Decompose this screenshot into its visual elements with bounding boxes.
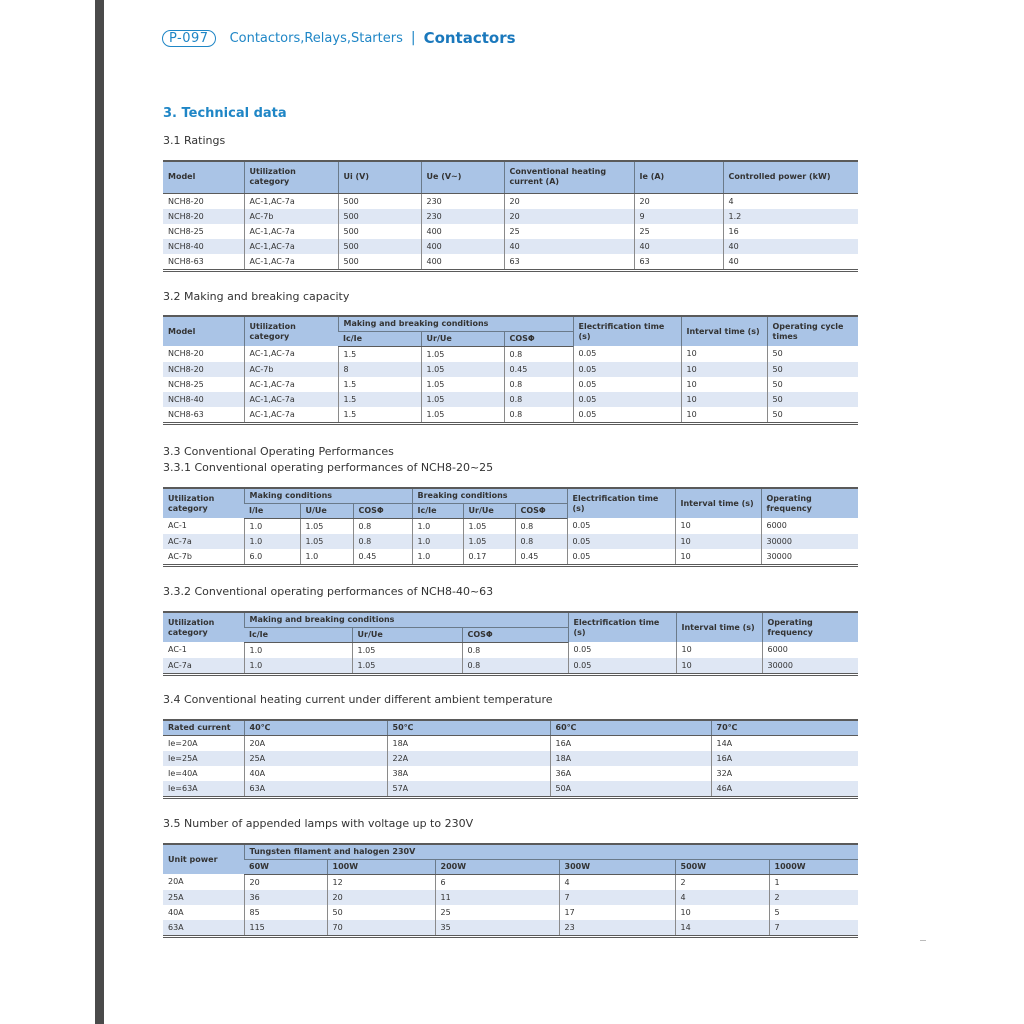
table-cell: 0.8 [462, 642, 568, 658]
table-cell: 35 [435, 920, 559, 937]
table-row [163, 890, 858, 905]
col-header: Interval time (s) [675, 488, 761, 518]
table-cell: NCH8-20 [168, 349, 204, 359]
table-cell: 14A [711, 735, 858, 751]
table-cell: AC-1 [168, 645, 187, 655]
col-header: 60W [244, 859, 327, 874]
table-cell: 1.05 [300, 534, 353, 549]
col-header: Ie (A) [634, 161, 723, 193]
table-cell: 500 [338, 239, 421, 254]
table-cell: 10 [681, 377, 767, 392]
table-cell: 230 [421, 209, 504, 224]
table-cell: 0.05 [573, 346, 681, 362]
table-cell: 14 [675, 920, 769, 937]
table-cell: 1.0 [244, 658, 352, 675]
table-cell: 7 [769, 920, 858, 937]
table-cell: 4 [559, 874, 675, 890]
table-cell: 1.05 [463, 518, 515, 534]
table-cell: 63A [163, 920, 244, 937]
table-cell: 6 [435, 874, 559, 890]
table-cell: 25A [244, 751, 387, 766]
table-cell: 1.0 [412, 534, 463, 549]
table-cell: 0.05 [573, 377, 681, 392]
table-cell: 1.2 [723, 209, 858, 224]
col-header: Utilization category [244, 316, 338, 346]
table-cell: 46A [711, 781, 858, 798]
table-cell: 38A [387, 766, 550, 781]
table-cell: 8 [338, 362, 421, 377]
table-cell: 1.05 [421, 362, 504, 377]
table-cell: 0.05 [573, 392, 681, 407]
table-cell: 0.8 [504, 392, 573, 407]
table-cell: 10 [681, 407, 767, 424]
table-cell: 1.5 [338, 392, 421, 407]
col-header: Electrification time (s) [568, 612, 676, 642]
table-cell: 20 [327, 890, 435, 905]
table-cell: 50A [550, 781, 711, 798]
table-cell: 10 [675, 905, 769, 920]
col-header: Ic/Ie [412, 503, 463, 518]
table-cell: 40 [634, 239, 723, 254]
table-cell: 40 [723, 254, 858, 271]
table-cell: 25 [435, 905, 559, 920]
table-cell: 0.05 [573, 362, 681, 377]
table-cell: 23 [559, 920, 675, 937]
col-header: Electrification time (s) [573, 316, 681, 346]
table-cell: 16A [550, 735, 711, 751]
col-header: Unit power [163, 844, 244, 874]
table-cell: 0.05 [567, 534, 675, 549]
table-cell: 0.8 [515, 518, 567, 534]
table-cell: 63A [244, 781, 387, 798]
table-cell: 0.8 [504, 377, 573, 392]
table-cell: 1.05 [300, 518, 353, 534]
table-cell: 16A [711, 751, 858, 766]
col-header: Ic/Ie [244, 627, 352, 642]
edge-mark [920, 940, 926, 941]
col-header: COSΦ [353, 503, 412, 518]
table-cell: 16 [723, 224, 858, 239]
table-cell: AC-1,AC-7a [244, 407, 338, 424]
table-row [163, 781, 858, 798]
table-cell: 30000 [761, 549, 858, 566]
group-header: Making and breaking conditions [244, 612, 568, 627]
table-cell: 10 [681, 346, 767, 362]
table-cell: NCH8-25 [168, 379, 204, 389]
table-cell: 32A [711, 766, 858, 781]
table-cell: 1.0 [412, 518, 463, 534]
table-cell: 30000 [761, 534, 858, 549]
operating-t2-table [163, 611, 858, 676]
operating-heading: 3.3 Conventional Operating Performances [163, 445, 394, 458]
table-cell: 30000 [762, 658, 858, 675]
table-cell: 1.05 [463, 534, 515, 549]
table-cell: 1.05 [421, 392, 504, 407]
table-cell: 1 [769, 874, 858, 890]
table-cell: 20 [504, 209, 634, 224]
col-header: Ue (V~) [421, 161, 504, 193]
col-header: Conventional heating current (A) [504, 161, 634, 193]
col-header: 40℃ [244, 720, 387, 735]
table-cell: 500 [338, 209, 421, 224]
table-cell: 0.05 [568, 642, 676, 658]
group-header: Making conditions [244, 488, 412, 503]
table-cell: 12 [327, 874, 435, 890]
table-cell: 7 [559, 890, 675, 905]
col-header: COSΦ [504, 331, 573, 346]
table-row [163, 362, 858, 377]
table-cell: 10 [675, 518, 761, 534]
table-cell: 1.5 [338, 346, 421, 362]
table-row [163, 518, 858, 534]
table-row [163, 407, 858, 424]
table-row [163, 874, 858, 890]
table-cell: 400 [421, 254, 504, 271]
table-cell: Ie=63A [163, 781, 244, 798]
table-cell: 36A [550, 766, 711, 781]
table-cell: 50 [767, 346, 858, 362]
table-cell: AC-1 [168, 521, 187, 531]
col-header: Ui (V) [338, 161, 421, 193]
table-cell: 25 [504, 224, 634, 239]
table-cell: 1.05 [352, 642, 462, 658]
table-row [163, 920, 858, 937]
col-header: Operating frequency [761, 488, 858, 518]
table-cell: 1.0 [244, 534, 300, 549]
table-cell: AC-7b [244, 209, 338, 224]
table-cell: 10 [675, 549, 761, 566]
table-cell: Ie=20A [168, 738, 198, 748]
group-header: Breaking conditions [412, 488, 567, 503]
table-cell: 0.8 [353, 534, 412, 549]
table-cell: 2 [675, 874, 769, 890]
col-header: Model [163, 316, 244, 346]
table-cell: 18A [387, 735, 550, 751]
table-cell: 230 [421, 193, 504, 209]
lamps-table [163, 843, 858, 938]
col-header: Ic/Ie [338, 331, 421, 346]
table-cell: NCH8-40 [163, 392, 244, 407]
col-header: Utilization category [244, 161, 338, 193]
table-cell: AC-1,AC-7a [244, 239, 338, 254]
table-cell: 10 [681, 362, 767, 377]
table-cell: 40 [723, 239, 858, 254]
table-row [163, 254, 858, 271]
table-row [163, 239, 858, 254]
making-table [163, 315, 858, 425]
col-header: Interval time (s) [676, 612, 762, 642]
table-cell: 40A [244, 766, 387, 781]
table-cell: 1.0 [412, 549, 463, 566]
col-header: Operating frequency [762, 612, 858, 642]
table-cell: AC-1,AC-7a [244, 193, 338, 209]
table-cell: 0.05 [567, 518, 675, 534]
table-cell: 0.8 [515, 534, 567, 549]
col-header: 200W [435, 859, 559, 874]
page-code-badge: P-097 [162, 30, 216, 47]
table-row [163, 193, 858, 209]
table-cell: 0.45 [515, 549, 567, 566]
table-cell: NCH8-20 [163, 209, 244, 224]
table-cell: 2 [769, 890, 858, 905]
table-cell: 20 [504, 193, 634, 209]
operating-t1-table [163, 487, 858, 567]
table-cell: NCH8-25 [168, 226, 204, 236]
table-cell: 0.45 [353, 549, 412, 566]
table-cell: 0.05 [567, 549, 675, 566]
col-header: 50℃ [387, 720, 550, 735]
table-cell: 50 [767, 377, 858, 392]
lamps-heading: 3.5 Number of appended lamps with voltage up to 230V [163, 817, 474, 830]
table-cell: 85 [244, 905, 327, 920]
table-cell: 10 [676, 642, 762, 658]
col-header: 500W [675, 859, 769, 874]
col-header: 60℃ [550, 720, 711, 735]
table-cell: 20 [634, 193, 723, 209]
table-cell: 0.45 [504, 362, 573, 377]
page-title: 3. Technical data [163, 106, 287, 121]
table-cell: 500 [338, 224, 421, 239]
table-row [163, 224, 858, 239]
table-cell: NCH8-20 [163, 362, 244, 377]
table-cell: Ie=40A [168, 768, 198, 778]
col-header: Utilization category [163, 612, 244, 642]
table-cell: 4 [675, 890, 769, 905]
table-cell: NCH8-20 [168, 196, 204, 206]
page-header [162, 28, 516, 48]
table-cell: 0.8 [353, 518, 412, 534]
table-cell: 0.05 [573, 407, 681, 424]
table-cell: 18A [550, 751, 711, 766]
heating-table [163, 719, 858, 799]
table-row [163, 658, 858, 675]
col-header: Ur/Ue [421, 331, 504, 346]
table-cell: NCH8-63 [168, 409, 204, 419]
table-cell: 6000 [761, 518, 858, 534]
table-cell: AC-7b [244, 362, 338, 377]
col-header: Ur/Ue [352, 627, 462, 642]
col-header: 100W [327, 859, 435, 874]
table-cell: 50 [767, 392, 858, 407]
table-row [163, 751, 858, 766]
col-header: I/Ie [244, 503, 300, 518]
table-cell: 50 [767, 407, 858, 424]
table-cell: 6.0 [244, 549, 300, 566]
breadcrumb: Contactors,Relays,Starters [229, 30, 403, 46]
table-cell: 11 [435, 890, 559, 905]
table-cell: 5 [769, 905, 858, 920]
group-header: Making and breaking conditions [338, 316, 573, 331]
table-cell: 63 [634, 254, 723, 271]
table-cell: AC-7a [163, 534, 244, 549]
table-cell: 20A [168, 877, 184, 887]
table-cell: 10 [676, 658, 762, 675]
table-cell: 40 [504, 239, 634, 254]
table-cell: 1.05 [352, 658, 462, 675]
table-cell: 0.8 [462, 658, 568, 675]
table-row [163, 392, 858, 407]
table-cell: 400 [421, 224, 504, 239]
table-cell: 0.17 [463, 549, 515, 566]
col-header: Ur/Ue [463, 503, 515, 518]
table-cell: 25A [163, 890, 244, 905]
col-header: Utilization category [163, 488, 244, 518]
operating-t2-heading: 3.3.2 Conventional operating performances of NCH8-40~63 [163, 585, 494, 598]
col-header: U/Ue [300, 503, 353, 518]
table-row [163, 735, 858, 751]
table-cell: 400 [421, 239, 504, 254]
table-row [163, 377, 858, 392]
table-cell: 10 [681, 392, 767, 407]
table-cell: 6000 [762, 642, 858, 658]
breadcrumb-separator: | [410, 30, 416, 46]
table-cell: 57A [387, 781, 550, 798]
ratings-heading: 3.1 Ratings [163, 134, 226, 147]
table-cell: 1.0 [300, 549, 353, 566]
table-row [163, 534, 858, 549]
table-row [163, 346, 858, 362]
table-cell: 36 [244, 890, 327, 905]
table-cell: 22A [387, 751, 550, 766]
table-cell: 10 [675, 534, 761, 549]
table-cell: 1.05 [421, 377, 504, 392]
table-cell: 1.5 [338, 407, 421, 424]
col-header: Electrification time (s) [567, 488, 675, 518]
table-cell: 50 [767, 362, 858, 377]
table-cell: AC-1,AC-7a [244, 346, 338, 362]
table-cell: 1.0 [244, 642, 352, 658]
table-cell: 9 [634, 209, 723, 224]
table-cell: 0.8 [504, 346, 573, 362]
table-cell: Ie=25A [163, 751, 244, 766]
table-cell: 20A [244, 735, 387, 751]
col-header: 300W [559, 859, 675, 874]
col-header: 70℃ [711, 720, 858, 735]
table-cell: 500 [338, 254, 421, 271]
making-heading: 3.2 Making and breaking capacity [163, 290, 350, 303]
table-cell: AC-7b [168, 551, 192, 561]
table-row [163, 549, 858, 566]
table-cell: 17 [559, 905, 675, 920]
left-edge-bar [95, 0, 104, 1024]
table-cell: AC-1,AC-7a [244, 377, 338, 392]
table-cell: 0.05 [568, 658, 676, 675]
col-header: COSΦ [462, 627, 568, 642]
table-row [163, 905, 858, 920]
heating-heading: 3.4 Conventional heating current under different ambient temperature [163, 693, 553, 706]
table-cell: AC-1,AC-7a [244, 224, 338, 239]
table-cell: 500 [338, 193, 421, 209]
col-header: COSΦ [515, 503, 567, 518]
table-cell: 1.5 [338, 377, 421, 392]
col-header: Controlled power (kW) [723, 161, 858, 193]
table-cell: 25 [634, 224, 723, 239]
section-title: Contactors [423, 29, 516, 47]
table-cell: 40A [168, 907, 184, 917]
table-cell: 50 [327, 905, 435, 920]
col-header: Interval time (s) [681, 316, 767, 346]
col-header: Model [163, 161, 244, 193]
table-cell: 1.05 [421, 346, 504, 362]
col-header: 1000W [769, 859, 858, 874]
col-header: Operating cycle times [767, 316, 858, 346]
table-cell: 0.8 [504, 407, 573, 424]
table-cell: 70 [327, 920, 435, 937]
col-header: Rated current [163, 720, 244, 735]
group-header: Tungsten filament and halogen 230V [244, 844, 858, 859]
table-cell: 20 [244, 874, 327, 890]
table-cell: 1.05 [421, 407, 504, 424]
table-row [163, 766, 858, 781]
operating-t1-heading: 3.3.1 Conventional operating performances of NCH8-20~25 [163, 461, 494, 474]
table-row [163, 642, 858, 658]
table-row [163, 209, 858, 224]
table-cell: AC-7a [163, 658, 244, 675]
table-cell: 1.0 [244, 518, 300, 534]
table-cell: AC-1,AC-7a [244, 254, 338, 271]
table-cell: 63 [504, 254, 634, 271]
ratings-table [163, 160, 858, 272]
table-cell: 115 [244, 920, 327, 937]
table-cell: 4 [723, 193, 858, 209]
table-cell: AC-1,AC-7a [244, 392, 338, 407]
table-cell: NCH8-40 [163, 239, 244, 254]
table-cell: NCH8-63 [168, 256, 204, 266]
